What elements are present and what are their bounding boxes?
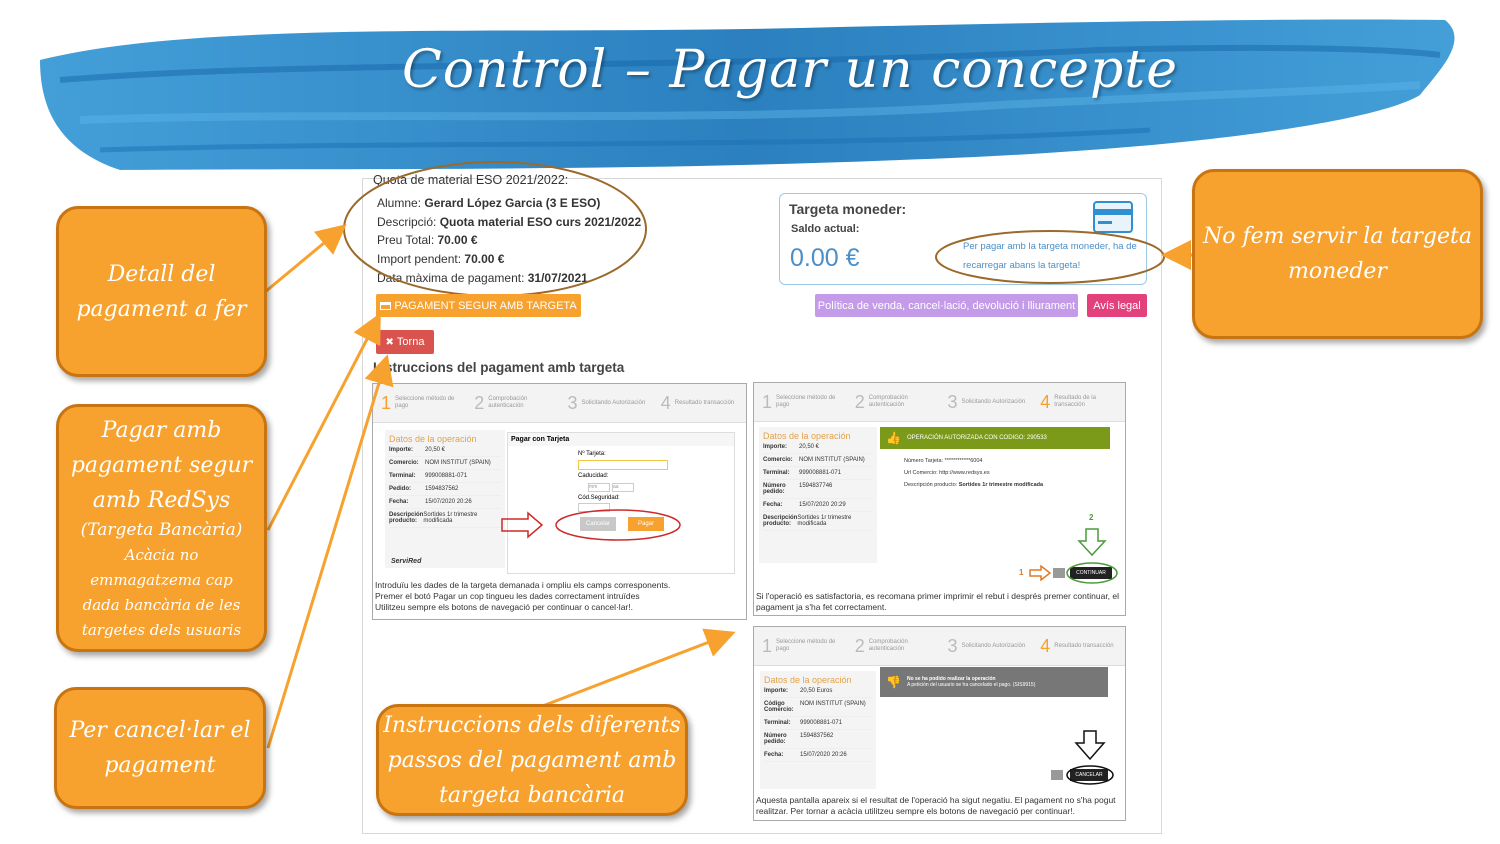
table-row: Código Comercio: NOM INSTITUT (SPAIN) [764,698,872,717]
table-row: Descripción producto: Sortides 1r trimestre modificada [389,509,501,528]
wallet-balance-value: 0.00 € [790,244,860,272]
close-icon: ✖ [385,336,394,348]
thumbs-down-icon: 👎 [886,675,901,689]
table-row: Fecha: 15/07/2020 20:26 [764,749,872,762]
step-1: 1 Seleccione método de pago [762,635,836,656]
card-number-label: Nº Tarjeta: [578,451,606,457]
step-2: 2 Comprobación autenticación [474,392,528,413]
callout-text: targetes dels usuaris [81,621,242,639]
error-banner-title: No se ha podido realizar la operación [906,676,996,682]
table-row: Número pedido: 1594837746 [763,480,873,499]
description-line: Descripció: Quota material ESO curs 2021/2022 [377,215,642,229]
card-form-title: Pagar con Tarjeta [508,433,734,446]
callout-text: No fem servir la targeta [1203,224,1472,249]
callout-text: dada bancària de les [82,596,241,614]
step-4: 4 Resultado transacción [1040,635,1114,656]
marker-1: 1 [1019,568,1024,577]
marker-2: 2 [1089,513,1094,522]
table-row: Terminal: 999008881-071 [389,470,501,483]
table-row: Importe: 20,50 Euros [764,685,872,698]
total-price-line: Preu Total: 70.00 € [377,233,478,247]
expiry-month-input[interactable]: mm [588,483,610,492]
step-4: 4 Resultado de la transacción [1040,391,1096,412]
legal-notice-button[interactable]: Avís legal [1087,294,1147,317]
student-line: Alumne: Gerard López Garcia (3 E ESO) [377,196,601,210]
back-label: Torna [396,336,425,348]
callout-text: moneder [1288,259,1387,284]
expiry-year-input[interactable]: aa [612,483,634,492]
callout-text: emmagatzema cap [90,571,233,589]
wallet-title: Targeta moneder: [789,201,907,217]
operation-data-title: Datos de la operación [389,434,477,444]
merchant-url-row: Url Comercio: http://www.redsys.es [904,470,990,476]
caption-line: Aquesta pantalla apareix si el resultat de l'operació ha sigut negatiu. El pagament no s'ha pogut [756,795,1116,805]
step-3: 3 Solicitando Autorización [567,392,646,413]
table-row: Importe: 20,50 € [389,444,501,457]
table-row: Comercio: NOM INSTITUT (SPAIN) [389,457,501,470]
table-row: Importe: 20,50 € [763,441,873,454]
callout-redsys [56,404,267,652]
slide-title: Control – Pagar un concepte [402,40,1178,100]
callout-text: pagament a fer [76,296,247,322]
operation-data-title: Datos de la operación [764,675,852,685]
cvv-label: Cód.Seguridad: [578,495,620,501]
callout-wallet [1192,169,1483,339]
callout-text: Pagar amb [101,418,222,443]
callout-text: Instruccions dels diferents [383,712,681,738]
pay-with-card-label: PAGAMENT SEGUR AMB TARGETA [394,299,577,312]
step-2: 2 Comprobación autenticación [854,635,908,656]
policy-button[interactable]: Política de venda, cancel·lació, devolució i lliurament [815,294,1078,317]
step-1: 1 Seleccione método de pago [762,391,836,412]
callout-step-instructions [376,704,688,816]
card-number-row: Número Tarjeta: ************6004 [904,458,983,464]
operation-data-title: Datos de la operación [763,431,851,441]
callout-cancel [54,687,266,809]
success-banner-text: OPERACIÓN AUTORIZADA CON CODIGO: 290533 [906,435,1047,441]
callout-text: (Targeta Bancària) [80,520,243,540]
step-4: 4 Resultado transacción [660,392,735,413]
table-row: Fecha: 15/07/2020 20:26 [389,496,501,509]
callout-text: Per cancel·lar el [69,718,251,743]
continue-button[interactable]: CONTINUAR [1070,567,1112,579]
caption-line: Utilitzeu sempre els botons de navegació per continuar o cancel·lar!. [375,602,633,612]
callout-text: targeta bancària [438,782,625,808]
step-1: 1 Seleccione método de pago [381,392,455,413]
callout-text: pagament [104,753,216,778]
caption-line: realitzar. Per tornar a acàcia utilitzeu sempre els botons de navegació per continuar!. [756,806,1075,816]
callout-text: Acàcia no [124,546,199,564]
table-row: Terminal: 999008881-071 [763,467,873,480]
payment-heading: Quota de material ESO 2021/2022: [373,173,569,187]
step-3: 3 Solicitando Autorización [947,635,1026,656]
table-row: Comercio: NOM INSTITUT (SPAIN) [763,454,873,467]
step-3: 3 Solicitando Autorización [947,391,1026,412]
caption-line: Si l'operació es satisfactoria, es recomana primer imprimir el rebut i després premer continuar, el [756,591,1120,601]
product-row: Descripción producto: Sortides 1r trimestre modificada [904,482,1044,488]
callout-text: Detall del [107,261,216,287]
wallet-note-line1: Per pagar amb la targeta moneder, ha de [963,241,1137,252]
expiry-label: Caducidad: [578,473,609,479]
caption-line: Introduïu les dades de la targeta demanada i ompliu els camps corresponents. [375,580,671,590]
due-date-line: Data màxima de pagament: 31/07/2021 [377,271,588,285]
thumbs-up-icon: 👍 [886,431,901,445]
table-row: Número pedido: 1594837562 [764,730,872,749]
callout-payment-detail [56,206,267,377]
caption-line: pagament ja s'ha fet correctament. [756,602,887,612]
table-row: Terminal: 999008881-071 [764,717,872,730]
error-banner-text: A petición del usuario se ha cancelado el pago. (SIS9915) [906,682,1036,688]
callout-text: pagament segur [70,453,253,478]
table-row: Fecha: 15/07/2020 20:29 [763,499,873,512]
card-cancel-button[interactable]: Cancelar [580,517,616,531]
servired-logo: ServiRed [391,558,422,565]
wallet-balance-label: Saldo actual: [791,223,860,235]
callout-text: amb RedSys [92,488,231,513]
step-2: 2 Comprobación autenticación [854,391,908,412]
caption-line: Premer el botó Pagar un cop tingueu les dades correctament intruïdes [375,591,640,601]
callout-text: passos del pagament amb [387,747,677,773]
error-cancel-button[interactable]: CANCELAR [1070,769,1108,781]
pending-amount-line: Import pendent: 70.00 € [377,252,505,266]
instructions-title: Instruccions del pagament amb targeta [373,360,625,375]
table-row: Pedido: 1594837562 [389,483,501,496]
table-row: Descripción producto: Sortides 1r trimestre modificada [763,512,873,531]
wallet-note-line2: recarregar abans la targeta! [963,260,1081,271]
card-pay-button[interactable]: Pagar [628,517,664,531]
